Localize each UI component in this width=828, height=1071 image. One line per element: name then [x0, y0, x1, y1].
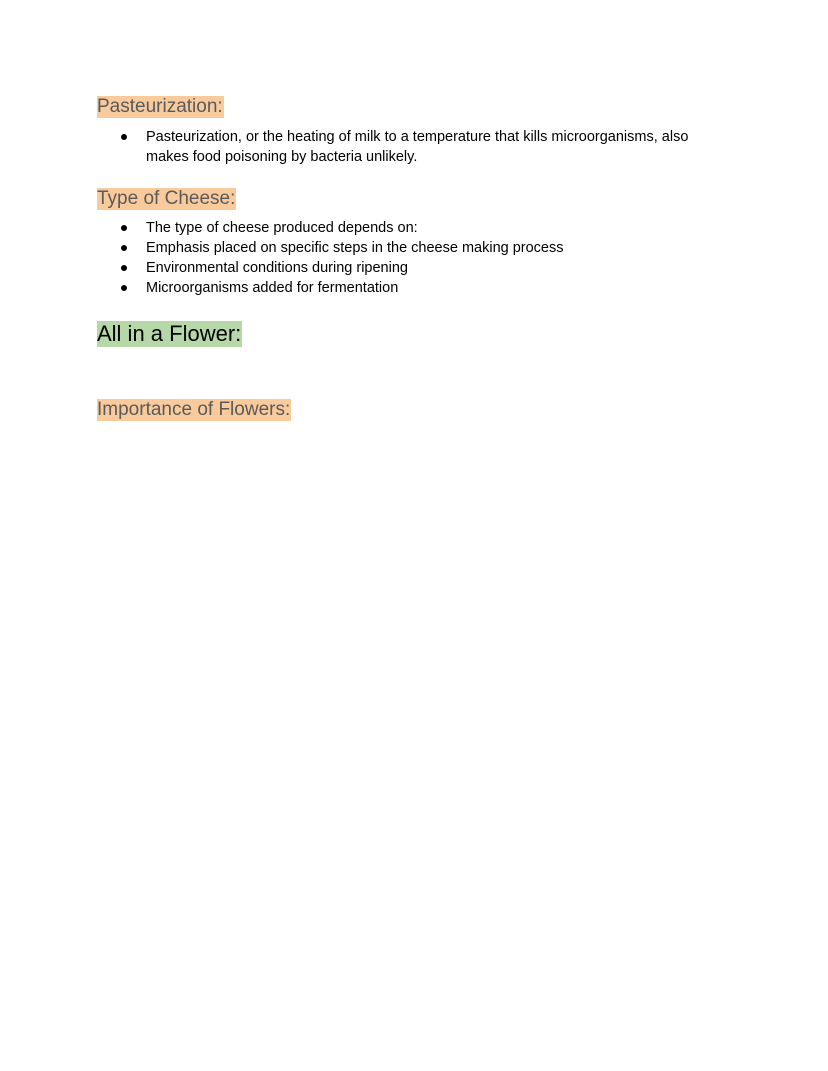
- section-heading-type-of-cheese: [97, 188, 236, 211]
- bullet-icon: [121, 134, 127, 140]
- list-item: [97, 127, 717, 167]
- bullet-icon: [121, 225, 127, 231]
- list-item: [97, 278, 717, 298]
- list-item-text: Pasteurization, or the heating of milk to a temperature that kills microorganisms, also makes food poisoning by bacteria unlikely.: [146, 129, 689, 165]
- bullet-list-type-of-cheese: [97, 218, 717, 298]
- heading-text: All in a Flower:: [97, 321, 242, 346]
- list-item: [97, 218, 717, 238]
- list-item: [97, 238, 717, 258]
- list-item: [97, 258, 717, 278]
- bullet-icon: [121, 285, 127, 291]
- section-heading-pasteurization: [97, 96, 224, 119]
- bullet-icon: [121, 265, 127, 271]
- list-item-text: Environmental conditions during ripening: [146, 260, 408, 276]
- list-item-text: Emphasis placed on specific steps in the cheese making process: [146, 240, 564, 256]
- bullet-icon: [121, 245, 127, 251]
- heading-text: Pasteurization:: [97, 96, 223, 117]
- section-heading-importance-of-flowers: [97, 399, 291, 422]
- heading-text: Type of Cheese:: [97, 188, 236, 209]
- list-item-text: Microorganisms added for fermentation: [146, 280, 399, 296]
- bullet-list-pasteurization: [97, 127, 717, 167]
- section-heading-all-in-a-flower: [97, 321, 242, 347]
- list-item-text: The type of cheese produced depends on:: [146, 220, 418, 236]
- heading-text: Importance of Flowers:: [97, 399, 291, 420]
